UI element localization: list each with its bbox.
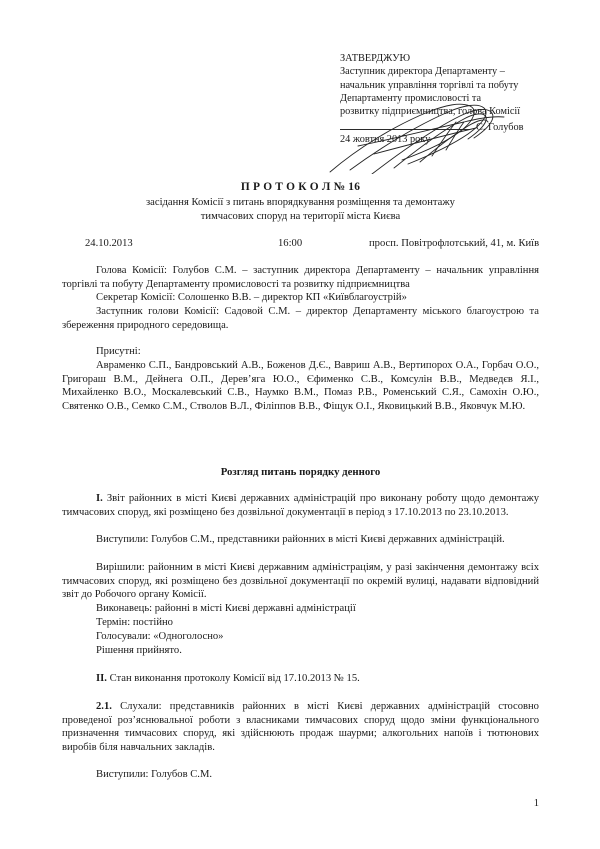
agenda-item-1-result: Рішення прийнято. xyxy=(96,645,182,656)
deputy-chair-paragraph: Заступник голови Комісії: Садовой С.М. – директор Департаменту міського благоустрою та збереження природного середовища. xyxy=(62,306,539,331)
agenda-item-1-term: Термін: постійно xyxy=(96,617,173,628)
approval-line-1: Заступник директора Департаменту – xyxy=(340,66,505,78)
chair-paragraph: Голова Комісії: Голубов С.М. – заступник директора Департаменту – начальник управління торгівлі та побуту Департаменту промисловості та розвитку підприємництва xyxy=(62,265,539,290)
protocol-title: П Р О Т О К О Л № 16 xyxy=(240,181,361,193)
agenda-item-1-executor: Виконавець: районні в місті Києві державні адміністрації xyxy=(96,603,356,614)
protocol-subtitle-line-1: засідання Комісії з питань впорядкування розміщення та демонтажу xyxy=(146,197,455,208)
agenda-item-1-vote: Голосували: «Одноголосно» xyxy=(96,631,224,642)
agenda-item-1-text: Звіт районних в місті Києві державних адміністрацій про виконану роботу щодо демонтажу тимчасових споруд, які розміщено без дозвільної документації в період з 17.10.2013 по 23.10.2013. xyxy=(62,493,540,518)
agenda-heading: Розгляд питань порядку денного xyxy=(220,466,381,478)
protocol-date: 24.10.2013 xyxy=(85,238,133,249)
signature-row xyxy=(340,119,560,133)
agenda-item-2-speakers: Виступили: Голубов С.М. xyxy=(96,769,213,780)
approval-block xyxy=(340,52,560,146)
approval-line-4: розвитку підприємництва, голова Комісії xyxy=(340,106,521,118)
signature-rule xyxy=(340,119,470,130)
signature-date: 24 жовтня 2013 року xyxy=(340,134,431,146)
signer-name: С. Голубов xyxy=(476,122,524,134)
agenda-item-2-text: Стан виконання протоколу Комісії від 17.10.2013 № 15. xyxy=(109,673,360,684)
protocol-place: просп. Повітрофлотський, 41, м. Київ xyxy=(369,238,540,249)
secretary-paragraph: Секретар Комісії: Солошенко В.В. – директор КП «Київблагоустрій» xyxy=(96,292,407,303)
agenda-item-1-number: I. xyxy=(96,493,103,504)
protocol-subtitle xyxy=(62,196,539,223)
agenda-item-2-subitem xyxy=(62,700,539,754)
agenda-item-2-subitem-number: 2.1. xyxy=(96,701,112,712)
agenda-item-2-number: II. xyxy=(96,673,107,684)
agenda-item-1 xyxy=(62,492,539,519)
agenda-item-1-speakers: Виступили: Голубов С.М., представники районних в місті Києві державних адміністрацій. xyxy=(96,534,505,545)
approval-line-2: начальник управління торгівлі та побуту xyxy=(340,79,519,91)
page-number: 1 xyxy=(533,798,539,809)
approval-line-3: Департаменту промисловості та xyxy=(340,92,482,104)
agenda-item-2-subitem-text: Слухали: представників районних в місті Києві державних адміністрацій стосовно проведеної роз’яснювальної роботи з власниками тимчасових споруд щодо зміни функціонального призначення тимчасових споруд, які здійснюють продаж шаурми; алкогольних напоїв і тютюнових виробів біля навчальних закладів. xyxy=(62,701,539,753)
approval-heading: ЗАТВЕРДЖУЮ xyxy=(340,53,411,64)
agenda-item-1-decision: Вирішили: районним в місті Києві державним адміністраціям, у разі закінчення демонтажу всіх тимчасових споруд, які розміщено без дозвільної документації по окремій вулиці, надавати відповідний звіт до Робочого органу Комісії. xyxy=(62,562,539,601)
protocol-time: 16:00 xyxy=(278,238,303,249)
attendees-list: Авраменко С.П., Бандровський А.В., Боженов Д.Є., Вавриш А.В., Вертипорох О.А., Горбач О.О., Григораш В.М., Дейнега О.П., Дерев’яга Ю.О., Єфименко С.В., Комсулін В.В., Медведєв Я.І., Михайленко В.О., Москалевський С.В., Наумко В.М., Помаз Р.В., Роменський С.Я., Самохін О.Ю., Святенко О.В., Семко С.М., Стволов В.Л., Філіппов В.В., Фіщук О.І., Яковицький В.В., Яковчук М.Ю. xyxy=(62,360,539,412)
attendees-label: Присутні: xyxy=(96,346,141,357)
document-content xyxy=(62,0,539,849)
protocol-subtitle-line-2: тимчасових споруд на території міста Києва xyxy=(200,210,401,222)
agenda-item-2 xyxy=(62,672,539,686)
